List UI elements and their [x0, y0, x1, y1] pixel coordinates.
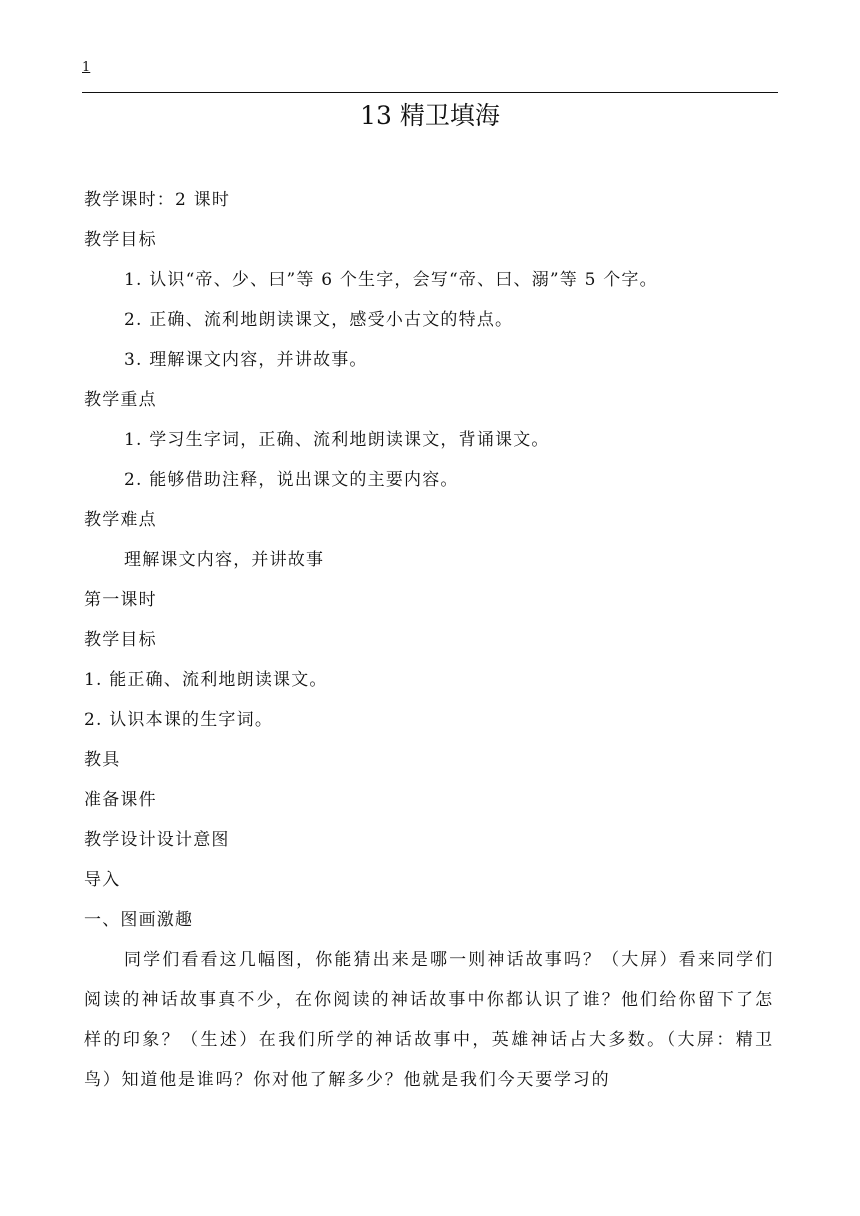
- body-paragraph: 同学们看看这几幅图，你能猜出来是哪一则神话故事吗？（大屏）看来同学们阅读的神话故事真不少，在你阅读的神话故事中你都认识了谁？他们给你留下了怎样的印象？（生述）在我们所学的神话故事中，英雄神话占大多数。（大屏：精卫鸟）知道他是谁吗？你对他了解多少？他就是我们今天要学习的: [84, 950, 774, 1090]
- document-body: [84, 180, 774, 1100]
- class-hours: 教学课时：2 课时: [84, 190, 231, 210]
- lesson-heading: 第一课时: [84, 590, 157, 610]
- section-heading-objectives: 教学目标: [84, 630, 157, 650]
- difficulty-item: 理解课文内容，并讲故事: [124, 550, 325, 570]
- objective-item: 1. 认识“帝、少、曰”等 6 个生字，会写“帝、曰、溺”等 5 个字。: [124, 270, 658, 290]
- section-heading-objectives: 教学目标: [84, 230, 157, 250]
- objective-item: 2. 认识本课的生字词。: [84, 710, 274, 730]
- section-heading-teaching-aids: 教具: [84, 750, 121, 770]
- key-point-item: 2. 能够借助注释，说出课文的主要内容。: [124, 470, 459, 490]
- document-title: 13 精卫填海: [360, 101, 500, 130]
- section-heading-design: 教学设计设计意图: [84, 830, 230, 850]
- step-heading: 一、图画激趣: [84, 910, 194, 930]
- key-point-item: 1. 学习生字词，正确、流利地朗读课文，背诵课文。: [124, 430, 550, 450]
- objective-item: 3. 理解课文内容，并讲故事。: [124, 350, 368, 370]
- section-heading-key-points: 教学重点: [84, 390, 157, 410]
- objective-item: 1. 能正确、流利地朗读课文。: [84, 670, 328, 690]
- section-heading-difficulties: 教学难点: [84, 510, 157, 530]
- teaching-aid-item: 准备课件: [84, 790, 157, 810]
- page-number: 1: [82, 60, 91, 75]
- objective-item: 2. 正确、流利地朗读课文，感受小古文的特点。: [124, 310, 514, 330]
- section-heading-intro: 导入: [84, 870, 121, 890]
- header-rule: [82, 92, 778, 93]
